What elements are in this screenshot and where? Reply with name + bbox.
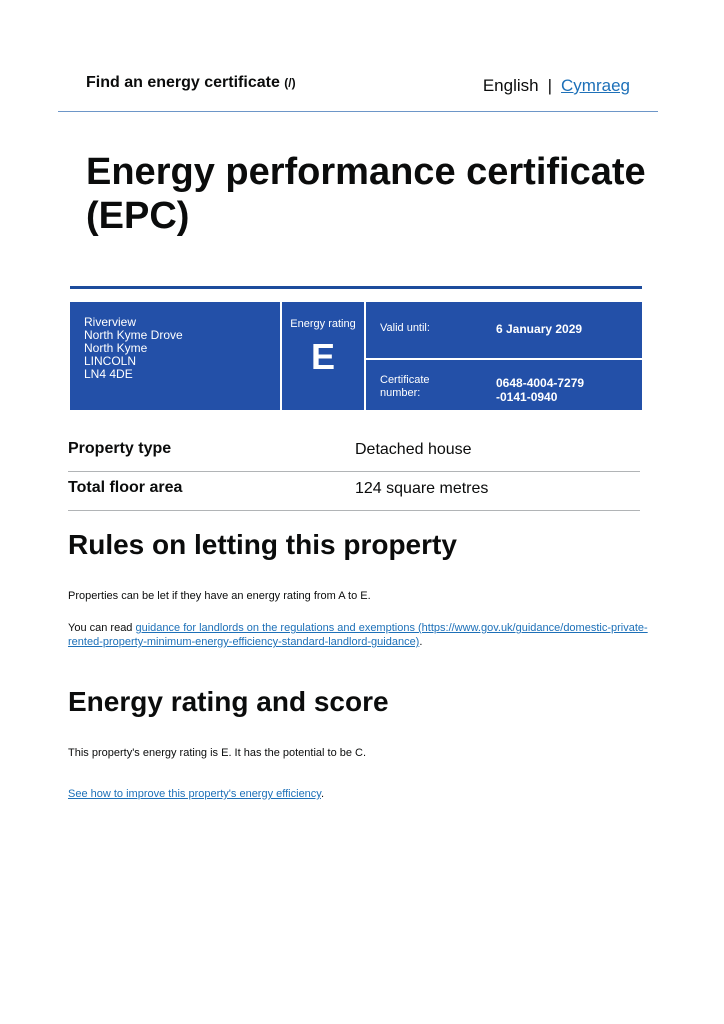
service-header[interactable] [86,74,296,92]
valid-until-label: Valid until: [380,322,430,334]
certificate-number-panel [366,360,642,410]
guidance-prefix: You can read [68,622,136,634]
epc-summary-panel [70,302,642,410]
landlord-guidance-paragraph [68,621,648,649]
valid-until-date: 6 January 2029 [496,322,583,336]
floor-area-label: Total floor area [68,479,183,496]
certificate-number-line-1: 0648-4004-7279 [496,376,585,390]
address-line: LINCOLN [84,354,137,368]
letting-heading: Rules on letting this property [68,529,457,560]
guidance-suffix: . [419,636,423,648]
address-line: North Kyme [84,341,148,355]
property-type-label: Property type [68,440,172,457]
lang-separator: | [547,76,553,95]
lang-english: English [482,76,539,95]
energy-rating-heading: Energy rating and score [68,686,389,717]
page-title: Energy performance certificate (EPC) [86,151,646,237]
certificate-label-line-1: Certificate [380,374,430,386]
service-name[interactable]: Find an energy certificate [86,74,280,91]
improve-suffix: . [320,788,325,800]
address-panel [70,302,280,410]
improve-efficiency-link[interactable]: See how to improve this property's energy efficiency [68,788,321,800]
home-link[interactable]: (/) [284,76,296,90]
landlord-guidance-link[interactable]: guidance for landlords on the regulations and exemptions (https://www.gov.uk/guidance/domestic-private-rented-property-minimum-energy-efficiency-standard-landlord-guidance) [68,622,648,648]
floor-area-value: 124 square metres [355,480,489,497]
address-line: LN4 4DE [84,367,133,381]
improve-efficiency-paragraph [68,787,648,801]
property-type-row [68,433,640,472]
address-line: North Kyme Drove [84,328,183,342]
address-line: Riverview [84,315,137,329]
certificate-number-line-2: -0141-0940 [496,390,558,404]
certificate-number-label [380,374,430,400]
certificate-label-line-2: number: [380,387,421,399]
energy-rating-text: This property's energy rating is E. It has the potential to be C. [68,747,367,759]
energy-rating-letter: E [310,336,335,377]
letting-rule-text: Properties can be let if they have an energy rating from A to E. [68,590,371,602]
address-block [84,316,183,381]
energy-rating-label: Energy rating [290,318,356,330]
language-switcher [483,76,630,96]
floor-area-row [68,472,640,511]
certificate-number-value [496,376,606,404]
energy-rating-panel [282,302,364,410]
lang-cymraeg-link[interactable]: Cymraeg [561,76,630,95]
valid-until-panel [366,302,642,358]
title-rule [70,286,642,289]
property-type-value: Detached house [355,441,472,458]
header-divider [58,111,658,112]
